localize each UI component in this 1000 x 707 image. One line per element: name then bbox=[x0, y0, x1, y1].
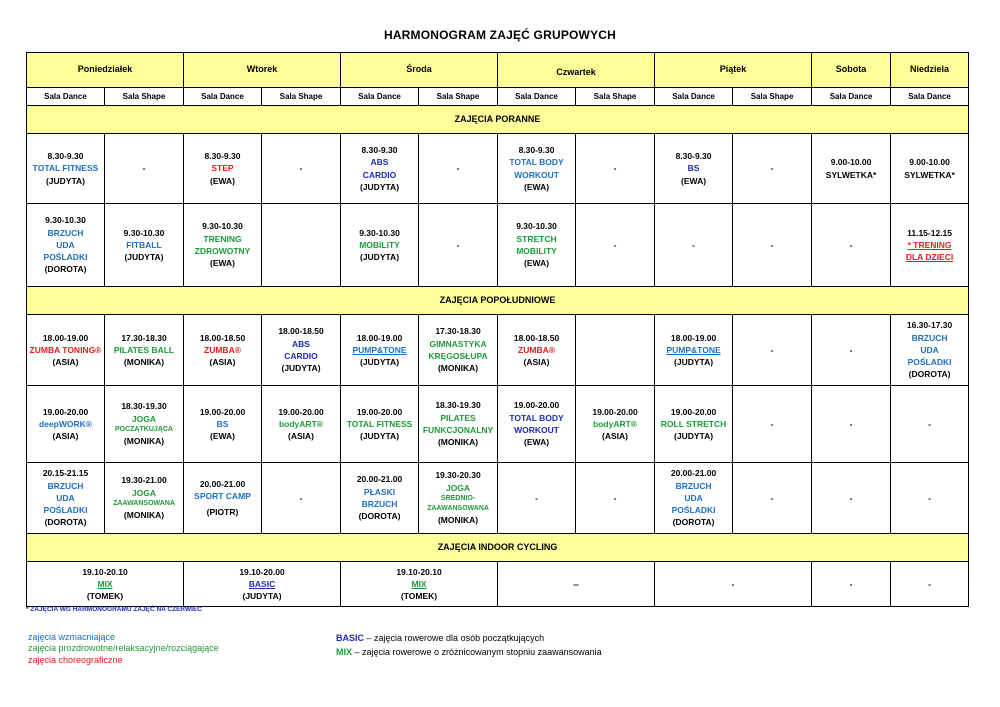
class-cell: 18.00-18.50 ZUMBA® (ASIA) bbox=[184, 315, 262, 386]
room-header: Sala Shape bbox=[576, 88, 655, 106]
class-cell: 9.30-10.30 MOBILITY (JUDYTA) bbox=[341, 204, 419, 287]
empty-cell bbox=[576, 315, 655, 386]
room-header: Sala Shape bbox=[733, 88, 812, 106]
class-cell: 9.30-10.30 FITBALL (JUDYTA) bbox=[105, 204, 184, 287]
class-cell: 19.00-20.00 ROLL STRETCH (JUDYTA) bbox=[655, 386, 733, 463]
section-header-afternoon: ZAJĘCIA POPOŁUDNIOWE bbox=[27, 287, 969, 315]
empty-cell: - bbox=[733, 463, 812, 534]
room-header: Sala Dance bbox=[812, 88, 891, 106]
section-row bbox=[27, 106, 969, 134]
day-header: Sobota bbox=[812, 53, 891, 88]
class-cell: 8.30-9.30 ABS CARDIO (JUDYTA) bbox=[341, 134, 419, 204]
day-header: Środa bbox=[341, 53, 498, 88]
class-cell: 17.30-18.30 PILATES BALL (MONIKA) bbox=[105, 315, 184, 386]
room-header: Sala Dance bbox=[655, 88, 733, 106]
legend-basic: BASIC – zajęcia rowerowe dla osób początkujących bbox=[336, 633, 545, 643]
legend-mix: MIX – zajęcia rowerowe o zróżnicowanym stopniu zaawansowania bbox=[336, 646, 602, 657]
empty-cell: - bbox=[105, 134, 184, 204]
empty-cell: - bbox=[576, 204, 655, 287]
legend-health: zajęcia prozdrowotne/relaksacyjne/rozciągające bbox=[28, 643, 219, 654]
day-header: Czwartek bbox=[498, 53, 655, 88]
class-cell: 19.30-21.00 JOGA ZAAWANSOWANA (MONIKA) bbox=[105, 463, 184, 534]
empty-cell: - bbox=[891, 386, 969, 463]
class-cell: 20.00-21.00 SPORT CAMP (PIOTR) bbox=[184, 463, 262, 534]
class-cell: 9.00-10.00 SYLWETKA* bbox=[812, 134, 891, 204]
empty-cell: - bbox=[733, 134, 812, 204]
class-cell: 18.30-19.30 PILATES FUNKCJONALNY (MONIKA) bbox=[419, 386, 498, 463]
empty-cell: - bbox=[262, 463, 341, 534]
table-row bbox=[27, 315, 969, 386]
class-cell: 18.00-18.50 ZUMBA® (ASIA) bbox=[498, 315, 576, 386]
class-cell: 9.30-10.30 TRENING ZDROWOTNY (EWA) bbox=[184, 204, 262, 287]
day-header: Piątek bbox=[655, 53, 812, 88]
legend-dance: zajęcia choreograficzne bbox=[28, 654, 123, 665]
legend-colors bbox=[28, 632, 219, 666]
empty-cell: - bbox=[812, 315, 891, 386]
class-cell: 18.00-19.00 ZUMBA TONING® (ASIA) bbox=[27, 315, 105, 386]
empty-cell bbox=[262, 204, 341, 287]
class-cell: 19.10-20.10 MIX (TOMEK) bbox=[27, 562, 184, 607]
empty-cell: - bbox=[498, 463, 576, 534]
empty-cell: - bbox=[812, 463, 891, 534]
empty-cell: - bbox=[419, 134, 498, 204]
empty-cell: - bbox=[576, 134, 655, 204]
class-cell: 19.30-20.30 JOGA ŚREDNIO- ZAAWANSOWANA (MONIKA) bbox=[419, 463, 498, 534]
class-cell: 20.15-21.15 BRZUCH UDA POŚLADKI (DOROTA) bbox=[27, 463, 105, 534]
day-header: Niedziela bbox=[891, 53, 969, 88]
day-header: Poniedziałek bbox=[27, 53, 184, 88]
room-header: Sala Dance bbox=[498, 88, 576, 106]
class-cell: 9.30-10.30 STRETCH MOBILITY (EWA) bbox=[498, 204, 576, 287]
table-row bbox=[27, 562, 969, 607]
empty-cell: - bbox=[812, 204, 891, 287]
class-cell: 19.10-20.10 MIX (TOMEK) bbox=[341, 562, 498, 607]
class-cell: 20.00-21.00 BRZUCH UDA POŚLADKI (DOROTA) bbox=[655, 463, 733, 534]
section-row bbox=[27, 287, 969, 315]
class-cell: 19.10-20.00 BASIC (JUDYTA) bbox=[184, 562, 341, 607]
class-cell: 19.00-20.00 BS (EWA) bbox=[184, 386, 262, 463]
table-row bbox=[27, 386, 969, 463]
section-header-morning: ZAJĘCIA PORANNE bbox=[27, 106, 969, 134]
page-title: HARMONOGRAM ZAJĘĆ GRUPOWYCH bbox=[383, 28, 617, 42]
room-header: Sala Shape bbox=[419, 88, 498, 106]
room-header-row bbox=[27, 88, 969, 106]
class-cell: 8.30-9.30 BS (EWA) bbox=[655, 134, 733, 204]
room-header: Sala Shape bbox=[262, 88, 341, 106]
room-header: Sala Dance bbox=[891, 88, 969, 106]
room-header: Sala Dance bbox=[27, 88, 105, 106]
class-cell: 19.00-20.00 bodyART® (ASIA) bbox=[262, 386, 341, 463]
class-cell: 17.30-18.30 GIMNASTYKA KRĘGOSŁUPA (MONIKA) bbox=[419, 315, 498, 386]
class-cell: 19.00-20.00 TOTAL BODY WORKOUT (EWA) bbox=[498, 386, 576, 463]
day-header: Wtorek bbox=[184, 53, 341, 88]
class-cell: 20.00-21.00 PŁASKI BRZUCH (DOROTA) bbox=[341, 463, 419, 534]
class-cell: 18.00-19.00 PUMP&TONE (JUDYTA) bbox=[341, 315, 419, 386]
empty-cell: - bbox=[812, 562, 891, 607]
class-cell: 8.30-9.30 TOTAL BODY WORKOUT (EWA) bbox=[498, 134, 576, 204]
empty-cell: - bbox=[262, 134, 341, 204]
empty-cell: - bbox=[891, 562, 969, 607]
empty-cell: -- bbox=[498, 562, 655, 607]
class-cell: 9.00-10.00 SYLWETKA* bbox=[891, 134, 969, 204]
section-header-cycling: ZAJĘCIA INDOOR CYCLING bbox=[27, 534, 969, 562]
empty-cell: - bbox=[655, 204, 733, 287]
legend-cycling bbox=[336, 632, 602, 659]
room-header: Sala Dance bbox=[184, 88, 262, 106]
class-cell: 16.30-17.30 BRZUCH UDA POŚLADKI (DOROTA) bbox=[891, 315, 969, 386]
table-row bbox=[27, 463, 969, 534]
empty-cell: - bbox=[812, 386, 891, 463]
table-row bbox=[27, 134, 969, 204]
empty-cell: - bbox=[733, 315, 812, 386]
empty-cell: - bbox=[733, 204, 812, 287]
room-header: Sala Shape bbox=[105, 88, 184, 106]
legend-strength: zajęcia wzmacniające bbox=[28, 632, 116, 642]
empty-cell: - bbox=[576, 463, 655, 534]
class-cell: 11.15-12.15 * TRENING DLA DZIECI bbox=[891, 204, 969, 287]
schedule-table bbox=[26, 52, 969, 607]
class-cell: 19.00-20.00 TOTAL FITNESS (JUDYTA) bbox=[341, 386, 419, 463]
room-header: Sala Dance bbox=[341, 88, 419, 106]
footnote: * ZAJĘCIA WG HARMONOGRAMU ZAJĘĆ NA CZERWIEC bbox=[26, 606, 202, 613]
section-row bbox=[27, 534, 969, 562]
class-cell: 18.00-18.50 ABS CARDIO (JUDYTA) bbox=[262, 315, 341, 386]
empty-cell: - bbox=[655, 562, 812, 607]
class-cell: 18.30-19.30 JOGA POCZĄTKUJĄCA (MONIKA) bbox=[105, 386, 184, 463]
class-cell: 18.00-19.00 PUMP&TONE (JUDYTA) bbox=[655, 315, 733, 386]
empty-cell: - bbox=[733, 386, 812, 463]
class-cell: 19.00-20.00 deepWORK® (ASIA) bbox=[27, 386, 105, 463]
table-row bbox=[27, 204, 969, 287]
empty-cell: - bbox=[891, 463, 969, 534]
empty-cell: - bbox=[419, 204, 498, 287]
class-cell: 8.30-9.30 TOTAL FITNESS (JUDYTA) bbox=[27, 134, 105, 204]
class-cell: 8.30-9.30 STEP (EWA) bbox=[184, 134, 262, 204]
day-header-row bbox=[27, 53, 969, 88]
class-cell: 9.30-10.30 BRZUCH UDA POŚLADKI (DOROTA) bbox=[27, 204, 105, 287]
class-cell: 19.00-20.00 bodyART® (ASIA) bbox=[576, 386, 655, 463]
